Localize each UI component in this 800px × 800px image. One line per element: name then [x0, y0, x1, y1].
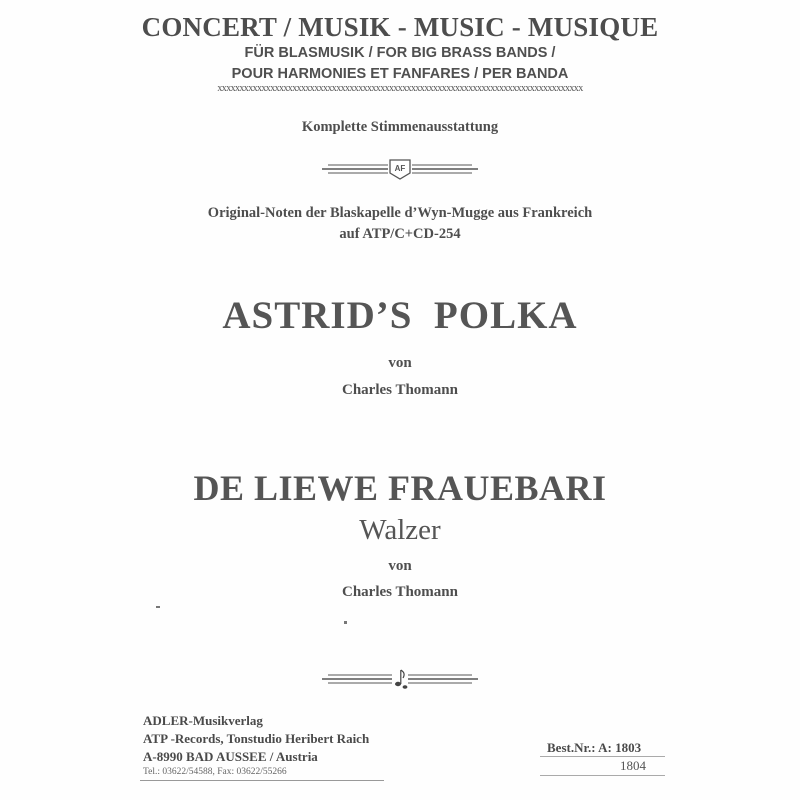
- publisher-address: A-8990 BAD AUSSEE / Austria: [143, 749, 318, 764]
- piece-title-2: DE LIEWE FRAUEBARI: [193, 468, 607, 508]
- header-title: CONCERT / MUSIK - MUSIC - MUSIQUE: [141, 12, 659, 42]
- publisher-underline: [140, 780, 384, 781]
- logo-text: AF: [394, 164, 406, 173]
- source-line2: auf ATP/C+CD-254: [339, 226, 461, 242]
- piece-by-2: von: [388, 558, 412, 574]
- edition-note: Komplette Stimmenausstattung: [301, 119, 499, 135]
- order-number: Best.Nr.: A: 1803: [547, 740, 642, 755]
- print-speck: [156, 606, 160, 608]
- publisher-logo-ornament-icon: [320, 158, 480, 180]
- header-subtitle-line2: POUR HARMONIES ET FANFARES / PER BANDA: [231, 66, 569, 82]
- source-line1: Original-Noten der Blaskapelle d’Wyn-Mugge aus Frankreich: [207, 205, 593, 221]
- piece-composer-1: Charles Thomann: [341, 382, 458, 398]
- piece-composer-2: Charles Thomann: [341, 584, 458, 600]
- header-subtitle-line1: FÜR BLASMUSIK / FOR BIG BRASS BANDS /: [244, 45, 556, 61]
- piece-genre-2: Walzer: [359, 514, 441, 546]
- order-alt-number: 1804: [620, 758, 646, 773]
- piece-title-1: ASTRID’S POLKA: [222, 294, 578, 337]
- publisher-name: ADLER-Musikverlag: [143, 713, 263, 728]
- order-divider: [540, 775, 665, 776]
- publisher-records: ATP -Records, Tonstudio Heribert Raich: [143, 731, 370, 746]
- order-divider: [540, 756, 665, 757]
- music-note-ornament-icon: [320, 668, 480, 690]
- publisher-contact: Tel.: 03622/54588, Fax: 03622/55266: [143, 767, 287, 777]
- piece-by-1: von: [388, 355, 412, 371]
- x-divider: xxxxxxxxxxxxxxxxxxxxxxxxxxxxxxxxxxxxxxxxxxxxxxxxxxxxxxxxxxxxxxxxxxxxxxxxxxxxxxxxxxx: [217, 83, 583, 94]
- print-speck: [344, 621, 347, 624]
